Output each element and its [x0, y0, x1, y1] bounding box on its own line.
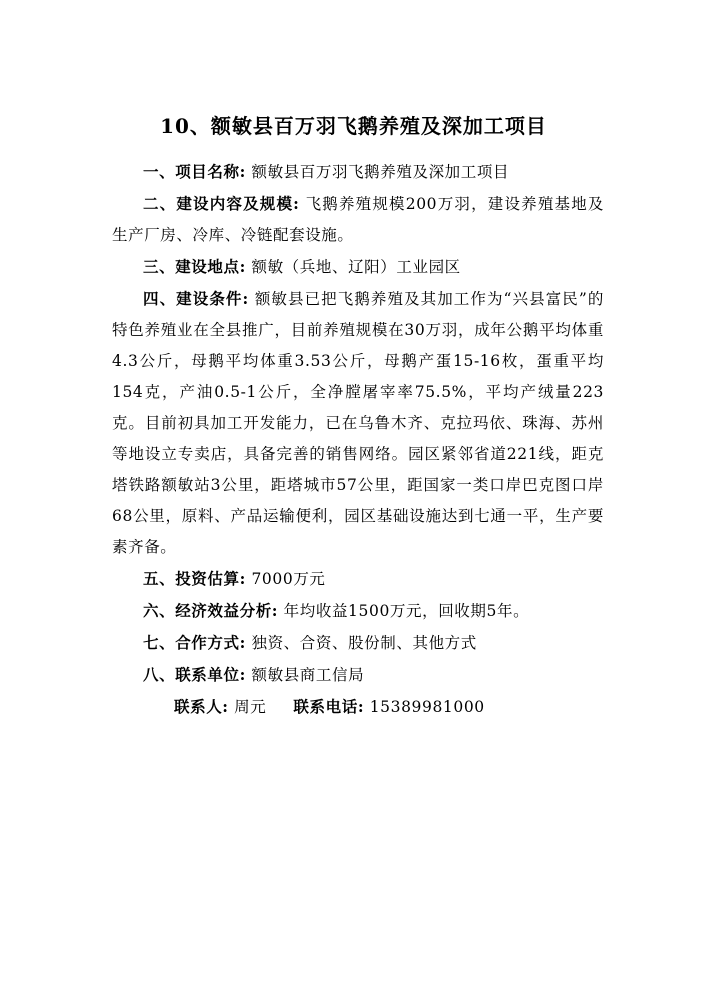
- section-text: 7000万元: [251, 570, 326, 588]
- section-label: 三、建设地点:: [143, 257, 246, 276]
- contact-phone: 15389981000: [369, 698, 485, 716]
- section-label: 七、合作方式:: [143, 633, 246, 652]
- section-text: 年均收益1500万元，回收期5年。: [283, 602, 530, 620]
- contact-line: [112, 691, 604, 723]
- section-location: [112, 251, 604, 283]
- contact-phone-label: 联系电话:: [293, 697, 365, 716]
- section-label: 四、建设条件:: [143, 289, 249, 308]
- section-conditions: [112, 283, 604, 563]
- section-label: 五、投资估算:: [143, 569, 246, 588]
- section-label: 一、项目名称:: [143, 162, 246, 181]
- section-construction-scope: [112, 188, 604, 251]
- section-label: 八、联系单位:: [143, 665, 246, 684]
- section-text: 额敏县已把飞鹅养殖及其加工作为“兴县富民”的特色养殖业在全县推广，目前养殖规模在30万羽，成年公鹅平均体重4.3公斤，母鹅平均体重3.53公斤，母鹅产蛋15-16枚，蛋重平均154克，产油0.5-1公斤，全净膛屠宰率75.5%，平均产绒量223克。目前初具加工开发能力，已在乌鲁木齐、克拉玛依、珠海、苏州等地设立专卖店，具备完善的销售网络。园区紧邻省道221线，距克塔铁路额敏站3公里，距塔城市57公里，距国家一类口岸巴克图口岸68公里，原料、产品运输便利，园区基础设施达到七通一平，生产要素齐备。: [112, 290, 604, 556]
- section-text: 额敏县商工信局: [251, 666, 365, 684]
- page-title: 10、额敏县百万羽飞鹅养殖及深加工项目: [160, 114, 547, 138]
- section-contact-unit: [112, 659, 604, 691]
- section-text: 额敏县百万羽飞鹅养殖及深加工项目: [251, 163, 510, 181]
- section-project-name: [112, 156, 604, 188]
- section-investment: [112, 563, 604, 595]
- section-text: 飞鹅养殖规模200万羽，建设养殖基地及生产厂房、冷库、冷链配套设施。: [112, 195, 604, 244]
- section-label: 二、建设内容及规模:: [143, 194, 300, 213]
- section-text: 独资、合资、股份制、其他方式: [251, 634, 477, 652]
- section-cooperation: [112, 627, 604, 659]
- contact-person: 周元: [234, 698, 267, 716]
- contact-person-label: 联系人:: [174, 697, 229, 716]
- section-label: 六、经济效益分析:: [143, 601, 279, 620]
- section-economic-benefit: [112, 595, 604, 627]
- document-body: [112, 156, 604, 723]
- section-text: 额敏（兵地、辽阳）工业园区: [251, 258, 461, 276]
